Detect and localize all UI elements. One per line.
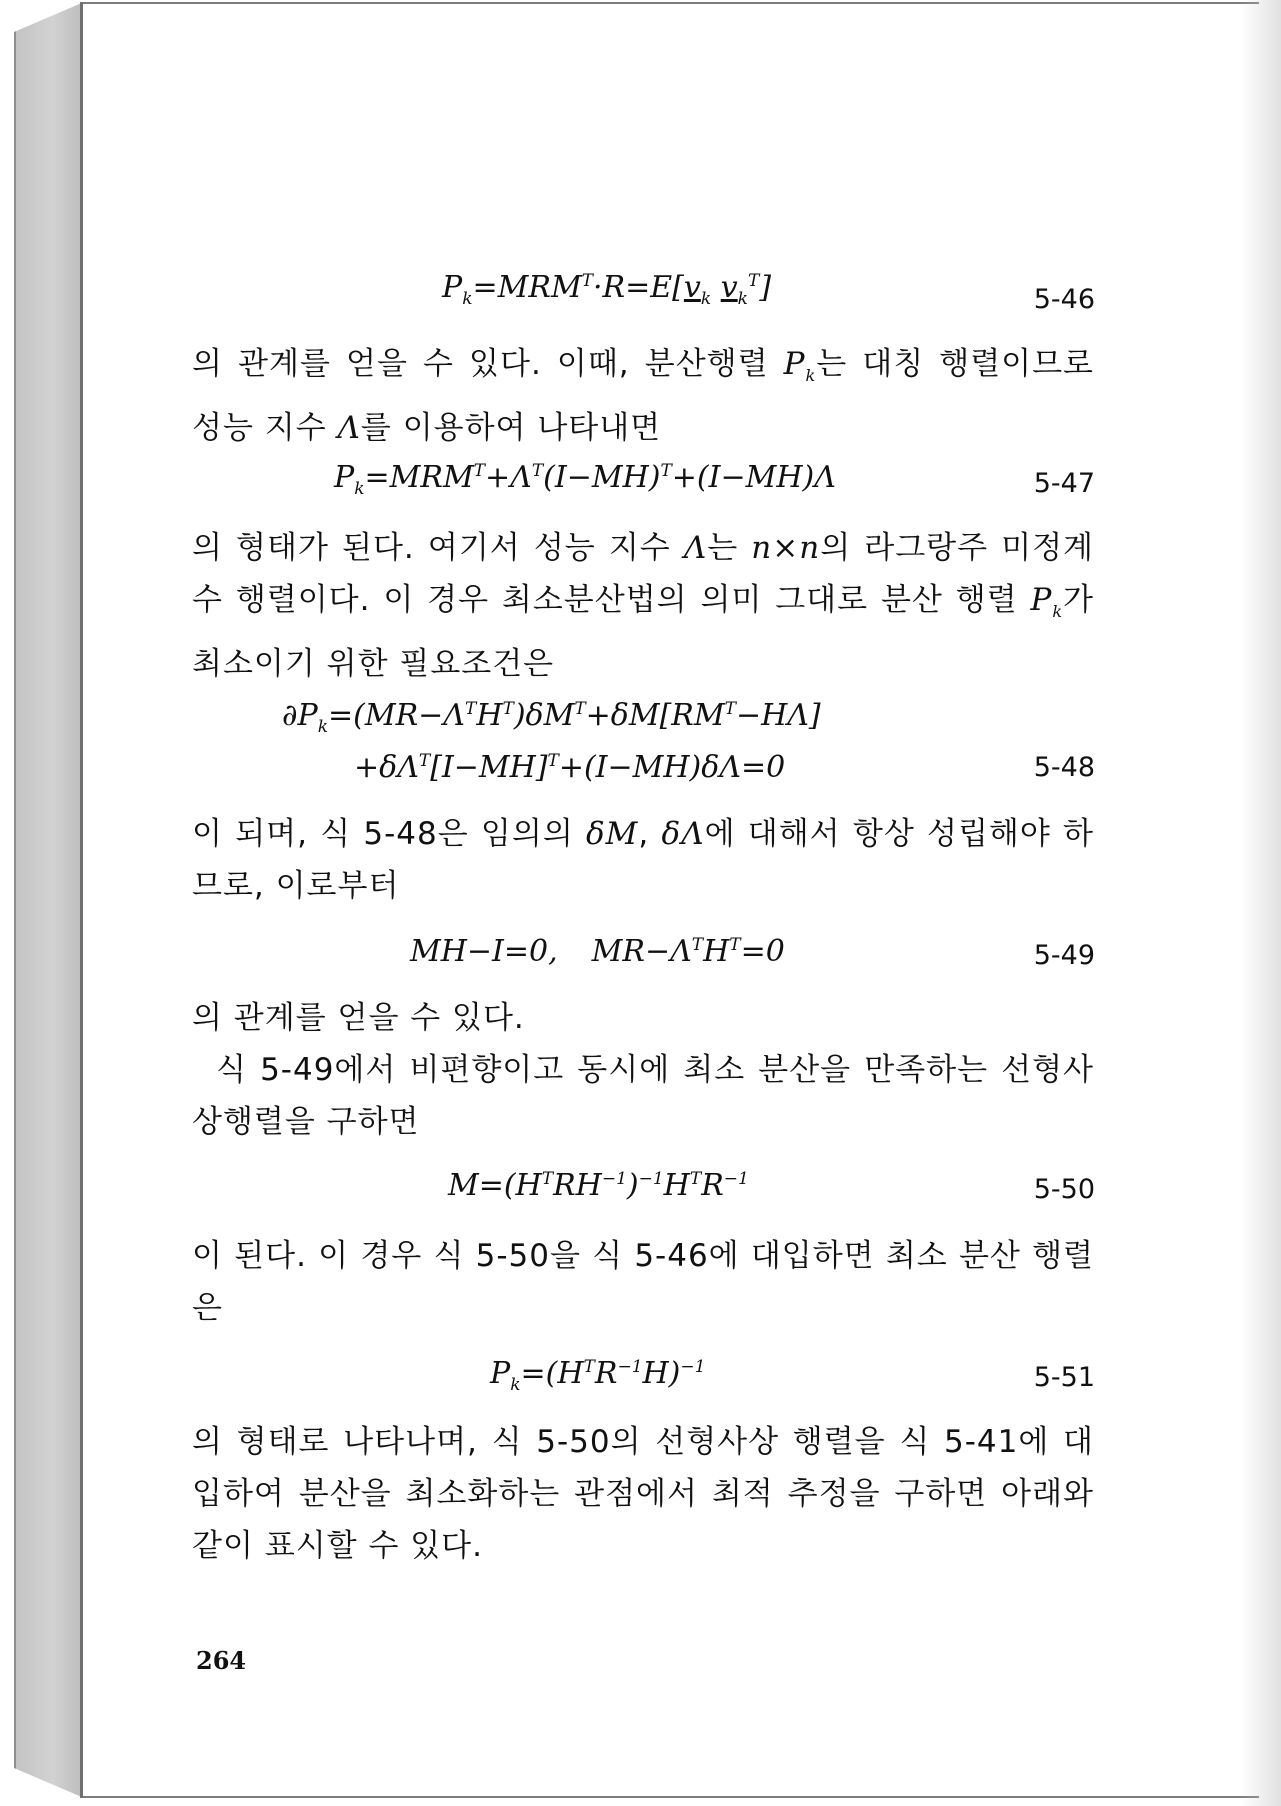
equation-number-5-50: 5-50	[1033, 1174, 1095, 1205]
book-spine	[14, 2, 84, 1798]
equation-5-51: $P_k=(H^TR^{-1}H)^{-1}$	[490, 1356, 706, 1395]
paragraph-2: 의 형태가 된다. 여기서 성능 지수 Λ는 n×n의 라그랑주 미정계 수 행렬이다. 이 경우 최소분산법의 의미 그대로 분산 행렬 $P_k$가 최소이기 위한 필요조건은	[192, 530, 1094, 683]
page-number: 264	[196, 1646, 247, 1675]
paragraph-6: 이 된다. 이 경우 식 5-50을 식 5-46에 대입하면 최소 분산 행렬은	[192, 1238, 1094, 1326]
equation-5-46: $P_k=MRM^T\cdot R=E[v_k$ $v_k^T$]	[442, 270, 772, 309]
equation-5-49: MH−I=0, $MR-\Lambda^TH^T=0$	[410, 934, 785, 969]
equation-5-47: $P_k=MRM^T+\Lambda^T(I-MH)^T+(I-MH)\Lambda$	[334, 460, 836, 499]
equation-5-48-line-1: $\partial P_k=(MR-\Lambda^TH^T)\delta M^T+\delta M[RM^T-H\Lambda]$	[282, 698, 821, 737]
equation-5-50: $M=(H^TRH^{-1})^{-1}H^TR^{-1}$	[448, 1168, 749, 1203]
equation-number-5-47: 5-47	[1033, 468, 1095, 499]
page-edge-shadow	[1241, 0, 1281, 1806]
paragraph-7: 의 형태로 나타나며, 식 5-50의 선형사상 행렬을 식 5-41에 대입하여 분산을 최소화하는 관점에서 최적 추정을 구하면 아래와 같이 표시할 수 있다.	[192, 1424, 1094, 1564]
paragraph-3: 이 되며, 식 5-48은 임의의 δM, δΛ에 대해서 항상 성립해야 하므로, 이로부터	[192, 816, 1094, 904]
equation-number-5-48: 5-48	[1033, 752, 1095, 783]
paragraph-1: 의 관계를 얻을 수 있다. 이때, 분산행렬 $P_k$는 대칭 행렬이므로 성능 지수 Λ를 이용하여 나타내면	[192, 346, 1095, 447]
paragraph-5: 식 5-49에서 비편향이고 동시에 최소 분산을 만족하는 선형사상행렬을 구하면	[192, 1052, 1094, 1140]
paragraph-4: 의 관계를 얻을 수 있다.	[192, 1000, 525, 1036]
equation-number-5-46: 5-46	[1033, 284, 1095, 315]
equation-number-5-49: 5-49	[1033, 940, 1095, 971]
equation-5-48-line-2: $+\delta\Lambda^T[I-MH]^T+(I-MH)\delta\Lambda=0$	[354, 750, 786, 785]
equation-number-5-51: 5-51	[1033, 1362, 1095, 1393]
